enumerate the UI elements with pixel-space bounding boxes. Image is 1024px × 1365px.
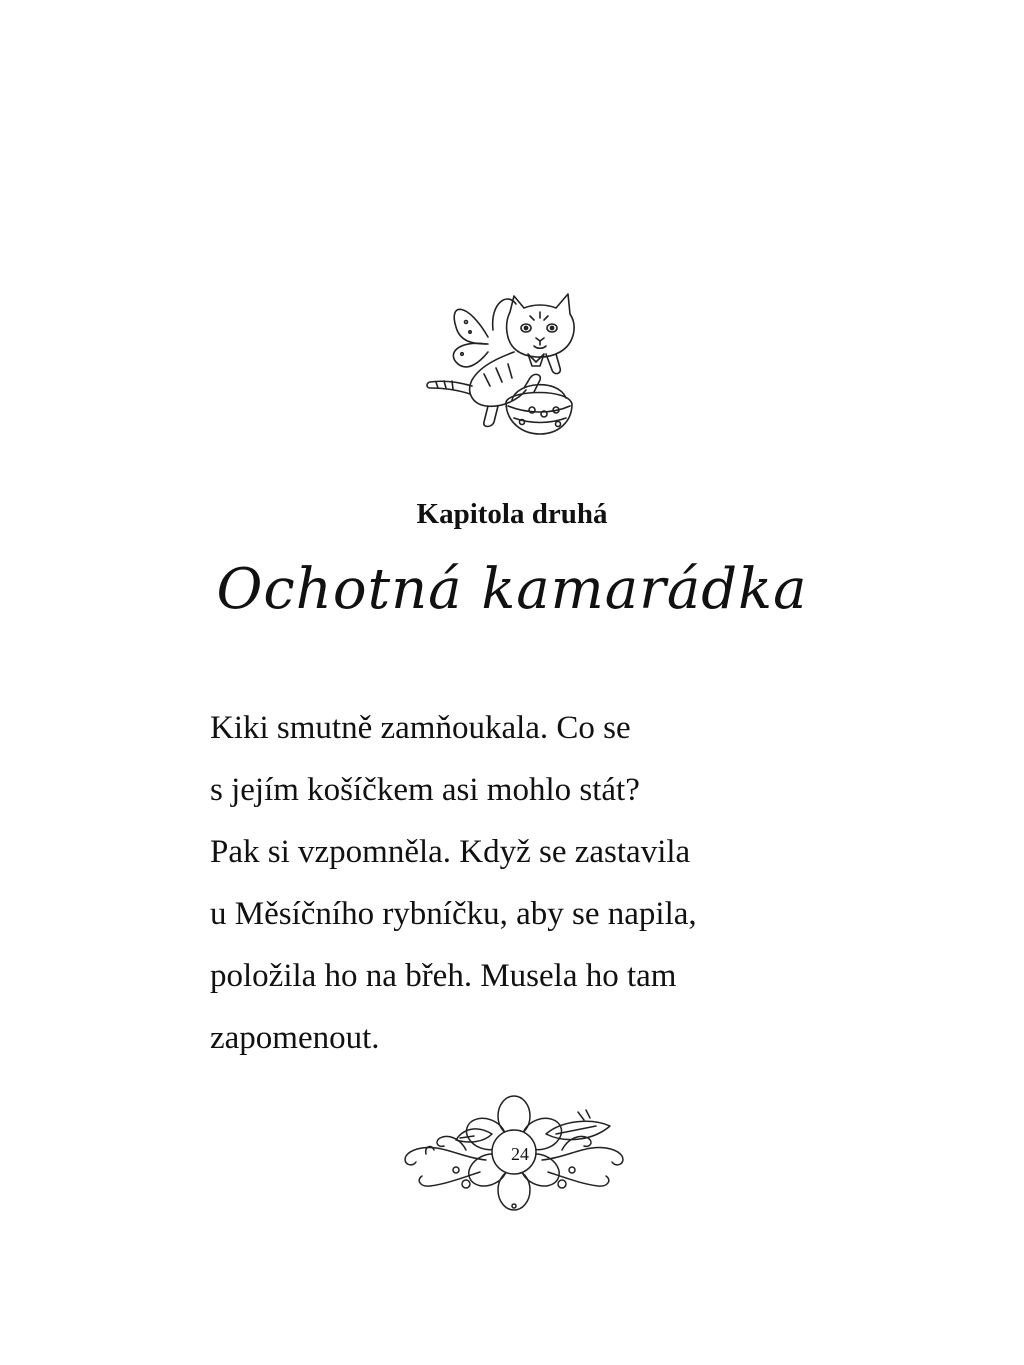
chapter-title: Ochotná kamarádka: [216, 557, 808, 622]
body-line: s jejím košíčkem asi mohlo stát?: [210, 772, 640, 808]
winged-kitten-illustration-icon: [418, 282, 594, 442]
body-line: u Měsíčního rybníčku, aby se napila,: [210, 896, 697, 932]
body-line: položila ho na břeh. Musela ho tam: [210, 958, 677, 994]
page-number: 24: [511, 1144, 529, 1164]
body-line: Pak si vzpomněla. Když se zastavila: [210, 834, 691, 870]
body-line: zapomenout.: [210, 1020, 380, 1056]
body-paragraph: [210, 697, 810, 1069]
chapter-label: Kapitola druhá: [416, 498, 608, 530]
body-line: Kiki smutně zamňoukala. Co se: [210, 710, 631, 746]
